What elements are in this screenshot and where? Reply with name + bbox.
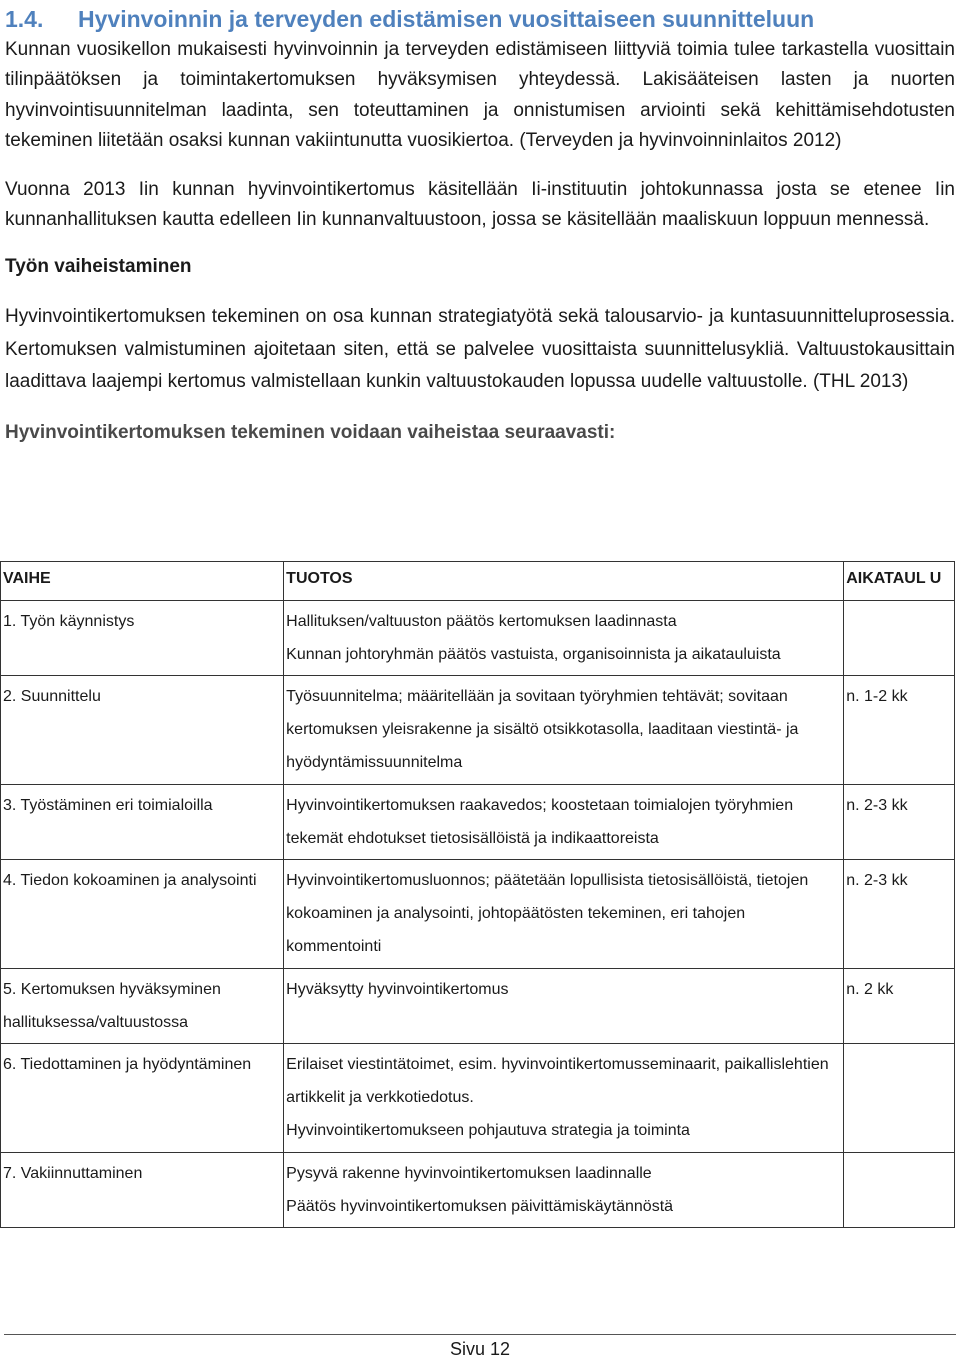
schedule-cell bbox=[844, 1044, 955, 1152]
output-text: Päätös hyvinvointikertomuksen päivittämiskäytännöstä bbox=[286, 1197, 674, 1215]
phase-cell: 3. Työstäminen eri toimialoilla bbox=[1, 784, 284, 860]
output-text: Hyvinvointikertomuksen raakavedos; koostetaan toimialojen työryhmien tekemät ehdotukset tietosisällöistä ja indikaattoreista bbox=[286, 796, 794, 847]
output-cell bbox=[284, 860, 844, 968]
output-cell bbox=[284, 676, 844, 784]
phasing-paragraph bbox=[5, 301, 955, 398]
output-text: Työsuunnitelma; määritellään ja sovitaan työryhmien tehtävät; sovitaan kertomuksen yleisrakenne ja sisältö otsikkotasolla, laaditaan viestintä- ja hyödyntämissuunnitelma bbox=[286, 688, 799, 771]
output-text: Pysyvä rakenne hyvinvointikertomuksen laadinnalle bbox=[286, 1164, 652, 1182]
output-text: Hyvinvointikertomusluonnos; päätetään lopullisista tietosisällöistä, tietojen kokoaminen ja analysointi, johtopäätösten tekeminen, eri tahojen kommentointi bbox=[286, 872, 809, 955]
output-text: Hyväksytty hyvinvointikertomus bbox=[286, 980, 509, 998]
table-row bbox=[1, 676, 955, 784]
output-cell bbox=[284, 600, 844, 676]
output-text: Erilaiset viestintätoimet, esim. hyvinvointikertomusseminaarit, paikallislehtien artikkelit ja verkkotiedotus. bbox=[286, 1056, 829, 1107]
section-number: 1.4. bbox=[5, 6, 44, 32]
phasing-sentence-1: Hyvinvointikertomuksen tekeminen on osa kunnan strategiatyötä sekä talousarvio- ja kuntasuunnitteluprosessia. bbox=[5, 306, 955, 328]
schedule-cell: n. 2 kk bbox=[844, 968, 955, 1044]
section-heading bbox=[5, 2, 955, 36]
output-cell bbox=[284, 1044, 844, 1152]
page-number: Sivu 12 bbox=[449, 1339, 511, 1359]
phasing-sentence-2: Kertomuksen valmistuminen ajoitetaan siten, että se palvelee vuosittaista suunnittelusykliä. bbox=[5, 338, 790, 360]
footer-divider bbox=[4, 1334, 956, 1335]
phase-cell: 4. Tiedon kokoaminen ja analysointi bbox=[1, 860, 284, 968]
phasing-sentence-3: Valtuustokausittain laadittava laajempi kertomus valmistellaan kunkin valtuustokauden lopussa uudelle valtuustolle. bbox=[5, 338, 955, 393]
table-row bbox=[1, 1044, 955, 1152]
phase-cell: 2. Suunnittelu bbox=[1, 676, 284, 784]
intro-citation: (Terveyden ja hyvinvoinninlaitos 2012) bbox=[519, 130, 842, 152]
output-text: Hyvinvointikertomukseen pohjautuva strategia ja toiminta bbox=[286, 1121, 690, 1139]
phasing-citation: (THL 2013) bbox=[812, 371, 909, 393]
table-row bbox=[1, 1152, 955, 1228]
schedule-cell: n. 2-3 kk bbox=[844, 784, 955, 860]
table-header-row bbox=[1, 562, 955, 601]
phases-table bbox=[0, 561, 955, 1228]
output-cell bbox=[284, 968, 844, 1044]
intro-paragraph bbox=[5, 35, 955, 157]
document-page bbox=[5, 0, 955, 448]
schedule-cell bbox=[844, 600, 955, 676]
phase-cell: 6. Tiedottaminen ja hyödyntäminen bbox=[1, 1044, 284, 1152]
table-row bbox=[1, 968, 955, 1044]
output-text: Hallituksen/valtuuston päätös kertomuksen laadinnasta bbox=[286, 612, 677, 630]
header-output: TUOTOS bbox=[284, 562, 844, 601]
intro-sentence-2: Lakisääteisen lasten ja nuorten hyvinvointisuunnitelman laadinta, sen toteuttaminen ja onnistumisen arviointi sekä kehittämisehdotusten tekeminen liitetään osaksi kunnan vakiintunutta vuosikiertoa. bbox=[5, 69, 955, 152]
section-title: Hyvinvoinnin ja terveyden edistämisen vuosittaiseen suunnitteluun bbox=[78, 6, 815, 32]
schedule-cell bbox=[844, 1152, 955, 1228]
intro-sentence-1: Kunnan vuosikellon mukaisesti hyvinvoinnin ja terveyden edistämiseen liittyviä toimia tulee tarkastella vuosittain tilinpäätöksen ja toimintakertomuksen hyväksymisen yhteydessä. bbox=[5, 39, 955, 91]
output-cell bbox=[284, 784, 844, 860]
output-cell bbox=[284, 1152, 844, 1228]
header-schedule: AIKATAUL U bbox=[844, 562, 955, 601]
schedule-cell: n. 1-2 kk bbox=[844, 676, 955, 784]
phase-cell: 1. Työn käynnistys bbox=[1, 600, 284, 676]
phase-cell: 7. Vakiinnuttaminen bbox=[1, 1152, 284, 1228]
table-row bbox=[1, 860, 955, 968]
output-text: Kunnan johtoryhmän päätös vastuista, organisoinnista ja aikatauluista bbox=[286, 645, 781, 663]
subheading-work-phasing: Työn vaiheistaminen bbox=[5, 256, 192, 278]
schedule-cell: n. 2-3 kk bbox=[844, 860, 955, 968]
subheading-phases: Hyvinvointikertomuksen tekeminen voidaan vaiheistaa seuraavasti: bbox=[5, 421, 616, 443]
table-row bbox=[1, 600, 955, 676]
phase-cell: 5. Kertomuksen hyväksyminen hallituksessa/valtuustossa bbox=[1, 968, 284, 1044]
table-row bbox=[1, 784, 955, 860]
processing-paragraph: Vuonna 2013 Iin kunnan hyvinvointikertomus käsitellään Ii-instituutin johtokunnassa josta se etenee Iin kunnanhallituksen kautta edelleen Iin kunnanvaltuustoon, jossa se käsitellään maaliskuun loppuun mennessä. bbox=[5, 178, 955, 231]
header-phase: VAIHE bbox=[1, 562, 284, 601]
